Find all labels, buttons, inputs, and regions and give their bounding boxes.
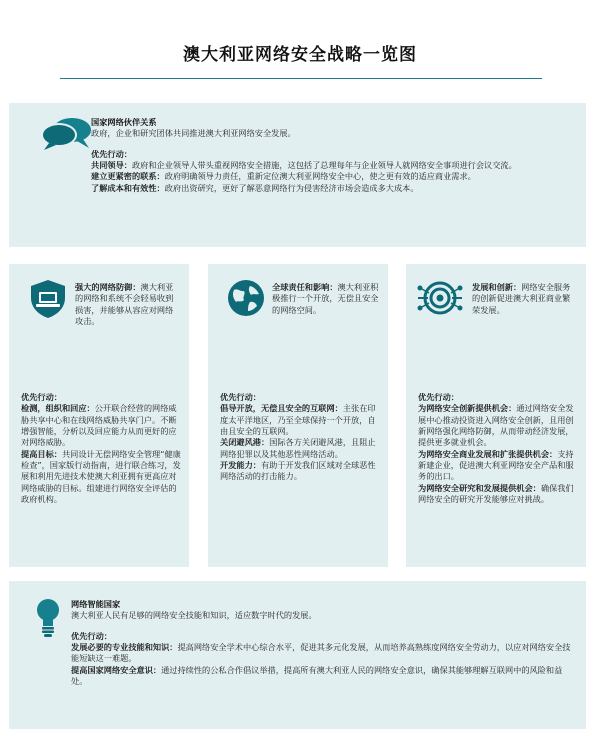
top-action-3: 了解成本和有效性：政府出资研究，更好了解恶意网络行为侵害经济市场会造成多大成本。 (91, 182, 419, 193)
globe-icon (226, 278, 266, 321)
col2-action-3: 开发能力：有助于开发我们区域对全球恶性网络活动的打击能力。 (220, 459, 376, 482)
col1-intro-line: 强大的网络防御：澳大利亚的网络和系统不会轻易收到损害，并能够从容应对网络攻击。 (75, 282, 174, 326)
bottom-action-1: 发展必要的专业技能和知识：提高网络安全学术中心综合水平，促进其多元化发展，从而培养高熟练度网络安全劳动力，以应对网络安全技能短缺这一难题。 (71, 641, 571, 664)
panel-national-partnership (9, 103, 586, 247)
top-actions-label: 优先行动： (91, 148, 132, 159)
col2-action-1: 倡导开放，无偿且安全的互联网：主张在印度太平洋地区，乃至全球保持一个开放，自由且安全的互联网。 (220, 403, 376, 436)
network-target-icon (416, 278, 464, 321)
top-action-2: 建立更紧密的联系：政府明确领导力责任，重新定位澳大利亚网络安全中心，使之更有效的适应商业需求。 (91, 171, 476, 182)
col3-actions-label: 优先行动： (418, 392, 459, 402)
top-heading: 国家网络伙伴关系 (91, 117, 157, 127)
panel-global-responsibility (208, 264, 388, 567)
shielded-laptop-icon (27, 278, 69, 323)
top-action-1: 共同领导：政府和企业领导人带头重视网络安全措施，这包括了总理每年与企业领导人就网络安全事项进行会议交流。 (91, 159, 517, 170)
col3-action-2: 为网络安全商业发展和扩张提供机会：支持新建企业，促进澳大利亚网络安全产品和服务的出口。 (418, 448, 574, 482)
top-intro: 政府，企业和研究团体共同推进澳大利亚网络安全发展。 (91, 128, 296, 139)
panel-cyber-defence (9, 264, 189, 567)
speech-bubbles-icon (39, 117, 93, 154)
col3-intro-line: 发展和创新：网络安全服务的创新促进澳大利亚商业繁荣发展。 (472, 282, 571, 315)
page-title: 澳大利亚网络安全战略一览图 (183, 45, 417, 65)
title-divider (60, 78, 542, 79)
col2-actions-label: 优先行动： (220, 392, 261, 402)
col1-action-1: 检测，组织和回应：公开联合经营的网络威胁共享中心和在线网络威胁共享门户。不断增强智能，分析以及回应能力从而更好的应对网络威胁。 (21, 403, 177, 448)
panel-cyber-smart-nation (9, 581, 586, 729)
col2-action-2: 关闭避风港：国际各方关闭避风港，且阻止网络犯罪以及其他恶性网络活动。 (220, 437, 376, 459)
col1-actions-label: 优先行动： (21, 392, 62, 402)
bottom-intro: 澳大利亚人民有足够的网络安全技能和知识，适应数字时代的发展。 (71, 610, 317, 621)
col3-action-1: 为网络安全创新提供机会：通过网络安全发展中心推动投资进入网络安全创新，且用创新网络强化网络防御，从而带动经济发展，提供更多就业机会。 (418, 403, 574, 448)
col1-action-2: 提高目标：共同设计无偿网络安全管理“健康检查”，国家版行动指南，进行联合练习，发展和利用先进技术使澳大利亚拥有更高应对网络威胁的目标。组建进行网络安全评估的政府机构。 (21, 448, 181, 504)
lightbulb-icon (35, 597, 61, 642)
bottom-action-2: 提高国家网络安全意识：通过持续性的公私合作倡议举措，提高所有澳大利亚人民的网络安全意识，确保其能够理解互联网中的风险和益处。 (71, 664, 563, 686)
bottom-heading: 网络智能国家 (71, 599, 121, 609)
bottom-actions-label: 优先行动： (71, 630, 112, 641)
panel-growth-innovation (406, 264, 586, 567)
col3-action-3: 为网络安全研究和发展提供机会：确保我们网络安全的研究开发能够应对挑战。 (418, 482, 574, 504)
col2-intro-line: 全球责任和影响：澳大利亚积极推行一个开放，无偿且安全的网络空间。 (272, 282, 379, 315)
